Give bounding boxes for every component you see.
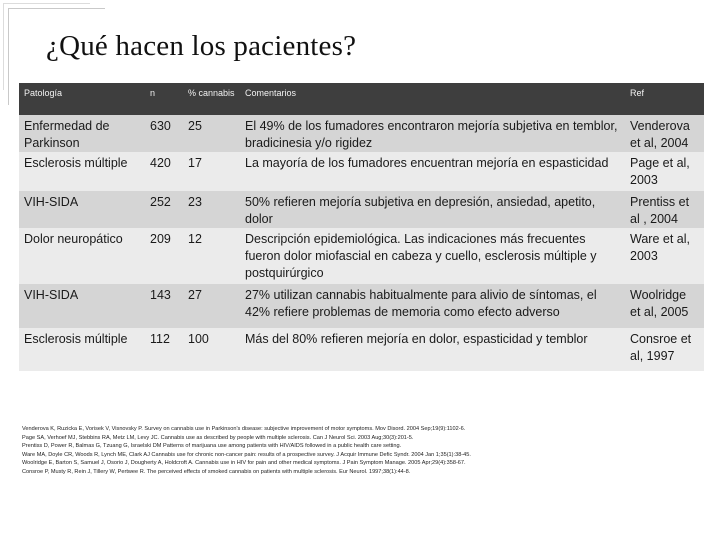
cell-comentario: 27% utilizan cannabis habitualmente para alivio de síntomas, el 42% refiere problemas de memoria como efecto adverso xyxy=(240,284,625,328)
table-row xyxy=(19,191,704,228)
cell-n: 420 xyxy=(145,152,183,191)
cell-n: 143 xyxy=(145,284,183,328)
cell-ref: Ware et al, 2003 xyxy=(625,228,704,284)
cell-ref: Venderova et al, 2004 xyxy=(625,115,704,152)
cell-pct: 100 xyxy=(183,328,240,371)
cell-pct: 25 xyxy=(183,115,240,152)
cell-patologia: Enfermedad de Parkinson xyxy=(19,115,145,152)
header-comentarios: Comentarios xyxy=(240,83,625,115)
cell-ref: Page et al, 2003 xyxy=(625,152,704,191)
cell-patologia: VIH-SIDA xyxy=(19,191,145,228)
header-pct-cannabis: % cannabis xyxy=(183,83,240,115)
reference-item: Consroe P, Musty R, Rein J, Tillery W, Pertwee R. The perceived effects of smoked cannabis on patients with multiple sclerosis. Eur Neurol. 1997;38(1):44-8. xyxy=(22,468,411,475)
cell-n: 252 xyxy=(145,191,183,228)
cell-comentario: Más del 80% refieren mejoría en dolor, espasticidad y temblor xyxy=(240,328,625,371)
cell-n: 209 xyxy=(145,228,183,284)
cell-ref: Prentiss et al , 2004 xyxy=(625,191,704,228)
cell-pct: 23 xyxy=(183,191,240,228)
cell-n: 112 xyxy=(145,328,183,371)
references-list xyxy=(22,425,712,477)
table-row xyxy=(19,328,704,371)
cell-pct: 12 xyxy=(183,228,240,284)
cell-patologia: Esclerosis múltiple xyxy=(19,152,145,191)
header-n: n xyxy=(145,83,183,115)
table-row xyxy=(19,284,704,328)
cell-patologia: Dolor neuropático xyxy=(19,228,145,284)
cell-patologia: Esclerosis múltiple xyxy=(19,328,145,371)
table-row xyxy=(19,152,704,191)
table-row xyxy=(19,115,704,152)
reference-item: Ware MA, Doyle CR, Woods R, Lynch ME, Clark AJ Cannabis use for chronic non-cancer pain: results of a prospective survey. J Acquir Immune Defic Syndr. 2004 Jan 1;35(1):38-45. xyxy=(22,451,471,458)
cell-comentario: El 49% de los fumadores encontraron mejoría subjetiva en temblor, bradicinesia y/o rigidez xyxy=(240,115,625,152)
reference-item: Woolridge E, Barton S, Samuel J, Osorio J, Dougherty A, Holdcroft A. Cannabis use in HIV for pain and other medical symptoms. J Pain Symptom Manage. 2005 Apr;29(4):358-67. xyxy=(22,460,466,467)
reference-item: Page SA, Verhoef MJ, Stebbins RA, Metz LM, Levy JC. Cannabis use as described by people with multiple sclerosis. Can J Neurol Sci. 2003 Aug;30(3):201-5. xyxy=(22,434,414,441)
cell-pct: 17 xyxy=(183,152,240,191)
patients-table xyxy=(19,83,704,371)
cell-patologia: VIH-SIDA xyxy=(19,284,145,328)
cell-comentario: 50% refieren mejoría subjetiva en depresión, ansiedad, apetito, dolor xyxy=(240,191,625,228)
cell-n: 630 xyxy=(145,115,183,152)
cell-ref: Consroe et al, 1997 xyxy=(625,328,704,371)
cell-pct: 27 xyxy=(183,284,240,328)
cell-comentario: Descripción epidemiológica. Las indicaciones más frecuentes fueron dolor miofascial en cabeza y cuello, esclerosis múltiple y postquirúrgico xyxy=(240,228,625,284)
header-patologia: Patología xyxy=(19,83,145,115)
reference-item: Venderova K, Ruzicka E, Vorisek V, Visnovsky P. Survey on cannabis use in Parkinson's disease: subjective improvement of motor symptoms. Mov Disord. 2004 Sep;19(9):1102-6. xyxy=(22,426,466,432)
table-row xyxy=(19,228,704,284)
cell-comentario: La mayoría de los fumadores encuentran mejoría en espasticidad xyxy=(240,152,625,191)
cell-ref: Woolridge et al, 2005 xyxy=(625,284,704,328)
table-header-row xyxy=(19,83,704,115)
reference-item: Prentiss D, Power R, Balmas G, Tzuang G, Israelski DM Patterns of marijuana use among patients with HIV/AIDS followed in a public health care setting. xyxy=(22,443,402,450)
header-ref: Ref xyxy=(625,83,704,115)
page-title: ¿Qué hacen los pacientes? xyxy=(46,30,357,62)
